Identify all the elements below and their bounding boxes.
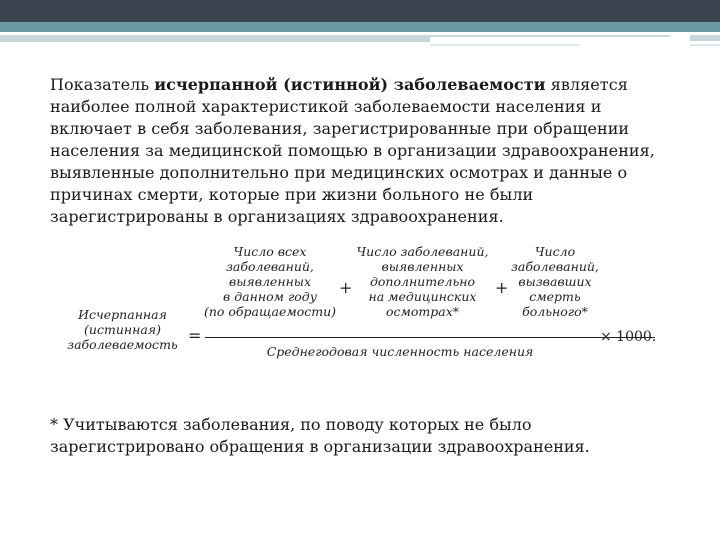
paragraph-rest: является наиболее полной характеристикой заболеваемости населения и включает в себя заболевания, зарегистрированные при обращении населения за медицинской помощью в организации здравоохранения, выявленные дополнительно при медицинских осмотрах и данные о причинах смерти, которые при жизни больного не были зарегистрированы в организациях здравоохранения. <box>50 75 655 226</box>
formula-lhs-line: (истинная) <box>84 322 161 337</box>
header-bar-dark <box>0 0 720 22</box>
header-underline-right <box>690 44 720 46</box>
formula-term-line: Число всех <box>233 244 307 259</box>
formula-term1 <box>200 244 340 319</box>
formula-term-line: выявленных <box>228 274 312 289</box>
formula-term3 <box>505 244 605 319</box>
formula-term-line: вызвавших <box>518 274 592 289</box>
formula-lhs-line: заболеваемость <box>67 337 178 352</box>
formula-term-line: выявленных <box>381 259 464 274</box>
formula <box>60 232 680 382</box>
formula-lhs <box>60 307 185 352</box>
formula-term-line: (по обращаемости) <box>203 304 337 319</box>
formula-term-line: в данном году <box>223 289 317 304</box>
formula-lhs-line: Исчерпанная <box>78 307 167 322</box>
header-line-left <box>0 35 430 42</box>
header-underline-mid <box>430 44 580 46</box>
formula-equals: = <box>188 326 202 345</box>
formula-multiplier: × 1000. <box>600 329 657 345</box>
formula-term-line: осмотрах* <box>385 304 460 319</box>
paragraph-lead: Показатель <box>50 75 155 94</box>
header-bar-teal <box>0 22 720 32</box>
formula-term2 <box>350 244 495 319</box>
formula-term-line: заболеваний, <box>226 259 314 274</box>
formula-term-line: Число <box>534 244 576 259</box>
formula-term-line: дополнительно <box>369 274 476 289</box>
formula-term-line: Число заболеваний, <box>356 244 489 259</box>
header-line-mid <box>430 35 670 37</box>
header-line-right <box>690 35 720 41</box>
formula-term-line: на медицинских <box>368 289 477 304</box>
formula-plus: + <box>495 278 509 297</box>
formula-term-line: смерть <box>529 289 581 304</box>
paragraph-bold-term: исчерпанной (истинной) заболеваемости <box>154 75 546 94</box>
footnote: * Учитываются заболевания, по поводу которых не было зарегистрировано обращения в организации здравоохранения. <box>50 415 590 456</box>
definition-paragraph <box>50 74 670 228</box>
fraction-line <box>205 337 655 338</box>
formula-term-line: заболеваний, <box>511 259 599 274</box>
formula-term-line: больного* <box>522 304 588 319</box>
formula-denominator: Среднегодовая численность населения <box>266 344 534 359</box>
formula-plus: + <box>339 278 353 297</box>
